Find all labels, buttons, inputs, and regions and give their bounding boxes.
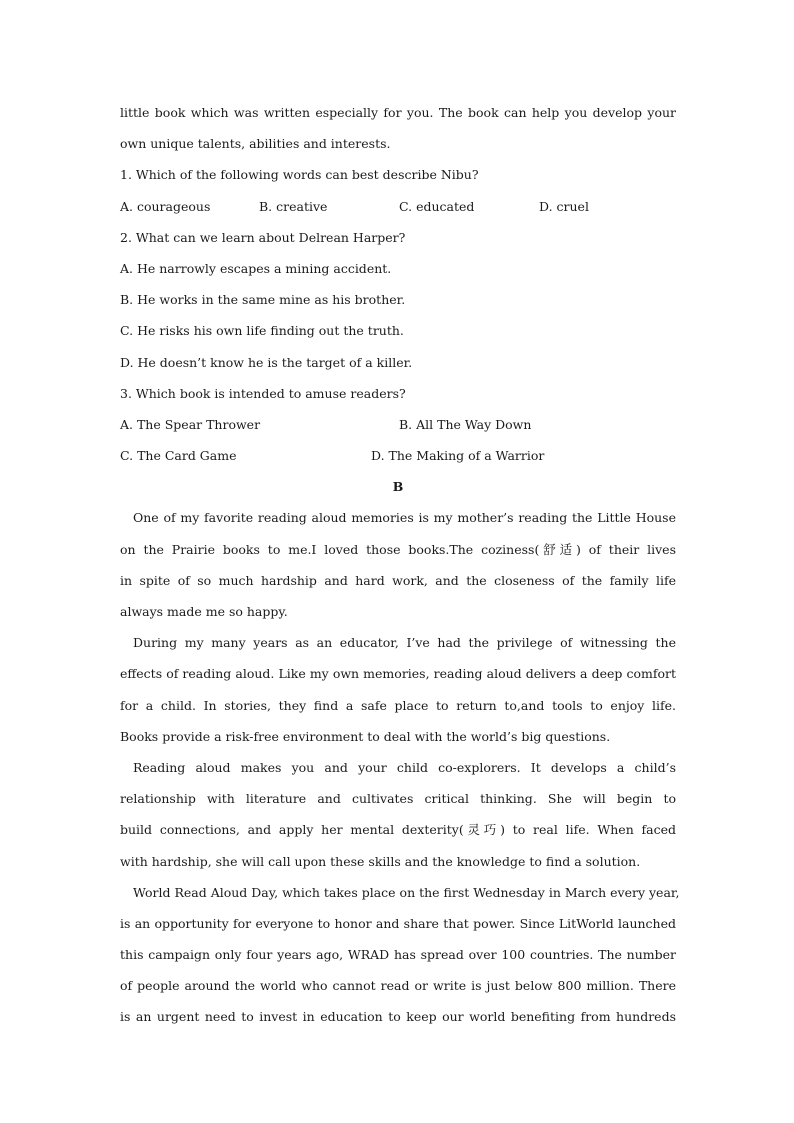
option-c: C. He risks his own life finding out the truth. bbox=[120, 323, 404, 339]
paragraph-line: of people around the world who cannot read or write is just below 800 million. There bbox=[120, 978, 676, 994]
option-a: A. He narrowly escapes a mining accident. bbox=[120, 260, 392, 276]
question-2-stem: 2. What can we learn about Delrean Harper? bbox=[120, 229, 406, 245]
paragraph-line: World Read Aloud Day, which takes place on the first Wednesday in March every year, bbox=[133, 884, 680, 900]
option-d: D. cruel bbox=[539, 198, 589, 214]
paragraph-line: always made me so happy. bbox=[120, 604, 288, 619]
option-c: C. educated bbox=[399, 198, 475, 214]
paragraph-line: is an opportunity for everyone to honor and share that power. Since LitWorld launched bbox=[120, 915, 676, 931]
paragraph-line: this campaign only four years ago, WRAD has spread over 100 countries. The number bbox=[120, 947, 676, 963]
paragraph-line: During my many years as an educator, I’ve had the privilege of witnessing the bbox=[133, 635, 676, 651]
question-3-stem: 3. Which book is intended to amuse readers? bbox=[120, 385, 406, 401]
question-1-options bbox=[120, 197, 676, 228]
option-d: D. He doesn’t know he is the target of a killer. bbox=[120, 354, 413, 370]
paragraph-line: is an urgent need to invest in education to keep our world benefiting from hundreds bbox=[120, 1009, 676, 1025]
question-1-stem: 1. Which of the following words can best describe Nibu? bbox=[120, 167, 479, 183]
paragraph-line: One of my favorite reading aloud memories is my mother’s reading the Little House bbox=[133, 510, 676, 526]
paragraph-line: Reading aloud makes you and your child co-explorers. It develops a child’s bbox=[133, 759, 676, 775]
passage-a-line: little book which was written especially for you. The book can help you develop your bbox=[120, 105, 676, 120]
paragraph-line: effects of reading aloud. Like my own memories, reading aloud delivers a deep comfort bbox=[120, 666, 676, 682]
paragraph-line: build connections, and apply her mental dexterity(灵巧) to real life. When faced bbox=[120, 822, 676, 838]
question-3-options-row-1 bbox=[120, 415, 676, 446]
option-b: B. He works in the same mine as his brother. bbox=[120, 292, 406, 308]
paragraph-line: Books provide a risk-free environment to deal with the world’s big questions. bbox=[120, 728, 611, 744]
option-a: A. courageous bbox=[120, 198, 211, 214]
paragraph-line: on the Prairie books to me.I loved those books.The coziness(舒适) of their lives bbox=[120, 541, 676, 557]
section-b-heading: B bbox=[392, 479, 404, 495]
paragraph-line: in spite of so much hardship and hard work, and the closeness of the family life bbox=[120, 572, 676, 588]
passage-a-line: own unique talents, abilities and interests. bbox=[120, 136, 391, 152]
option-a: A. The Spear Thrower bbox=[120, 416, 261, 432]
paragraph-line: with hardship, she will call upon these skills and the knowledge to find a solution. bbox=[120, 853, 641, 869]
option-d: D. The Making of a Warrior bbox=[371, 448, 545, 464]
option-c: C. The Card Game bbox=[120, 448, 237, 464]
question-3-options-row-2 bbox=[120, 446, 676, 477]
option-b: B. creative bbox=[259, 198, 328, 214]
document-page bbox=[120, 103, 680, 1039]
option-b: B. All The Way Down bbox=[399, 416, 532, 432]
paragraph-line: relationship with literature and cultivates critical thinking. She will begin to bbox=[120, 791, 676, 807]
paragraph-line: for a child. In stories, they find a safe place to return to,and tools to enjoy life. bbox=[120, 697, 676, 713]
